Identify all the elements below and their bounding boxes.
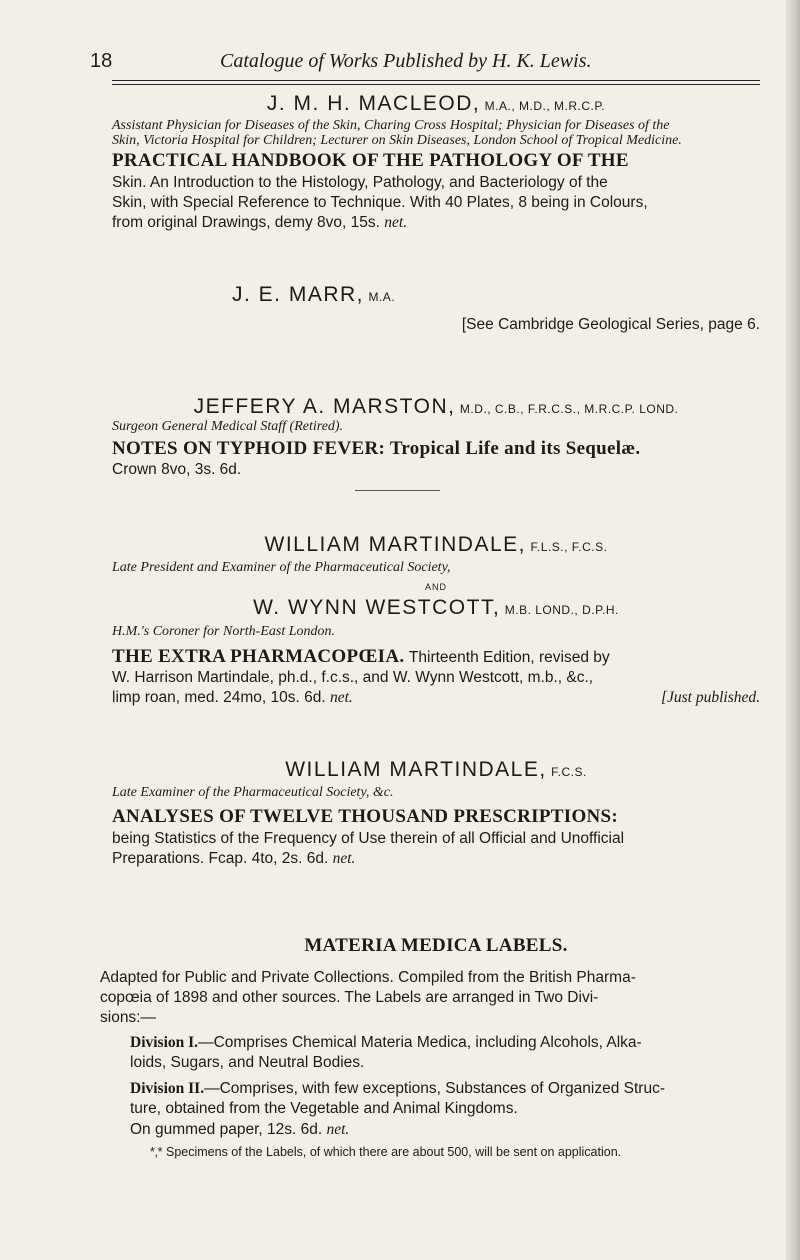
author-degrees: M.B. LOND., D.P.H.	[504, 603, 619, 617]
affiliation-line: Skin, Victoria Hospital for Children; Lecturer on Skin Diseases, London School of Tropical Medicine.	[112, 133, 682, 148]
author-degrees: F.C.S.	[551, 765, 587, 779]
marston-affiliation: Surgeon General Medical Staff (Retired).	[112, 419, 344, 434]
extra-pharmacopoeia-title-line	[112, 646, 760, 668]
division-one: Division I.—Comprises Chemical Materia Medica, including Alcohols, Alka- loids, Sugars, and Neutral Bodies.	[130, 1034, 642, 1071]
division-two: Division II.—Comprises, with few exceptions, Substances of Organized Struc- ture, obtained from the Vegetable and Animal Kingdoms.	[130, 1080, 665, 1117]
labels-footnote: *‚* Specimens of the Labels, of which there are about 500, will be sent on application.	[150, 1145, 622, 1159]
analyses-book-title: ANALYSES OF TWELVE THOUSAND PRESCRIPTIONS:	[112, 806, 619, 827]
affiliation-line: Assistant Physician for Diseases of the Skin, Charing Cross Hospital; Physician for Diseases of the	[112, 118, 670, 133]
description-line: Preparations. Fcap. 4to, 2s. 6d. net.	[112, 850, 356, 867]
division-label: Division I.	[130, 1034, 199, 1051]
description-line: from original Drawings, demy 8vo, 15s. net.	[112, 214, 408, 231]
description-line: Adapted for Public and Private Collections. Compiled from the British Pharma-	[100, 969, 636, 986]
divider	[355, 490, 440, 491]
extra-pharmacopoeia-description	[112, 668, 760, 708]
author-degrees: M.D., C.B., F.R.C.S., M.R.C.P. LOND.	[459, 402, 679, 416]
martindale-affiliation: Late President and Examiner of the Pharmaceutical Society,	[112, 560, 451, 575]
page-edge	[786, 0, 800, 1260]
division-label: Division II.	[130, 1080, 205, 1097]
header-rule	[112, 80, 760, 81]
analyses-description	[112, 829, 760, 869]
macleod-affiliation	[112, 118, 760, 148]
book-edition: Thirteenth Edition, revised by	[408, 649, 610, 666]
author-name: WILLIAM MARTINDALE,	[264, 533, 526, 556]
martindale-analyses-author-line	[112, 758, 760, 782]
author-name: J. M. H. MACLEOD,	[266, 92, 481, 115]
page-number: 18	[90, 50, 113, 72]
macleod-author-line	[112, 92, 760, 116]
description-line: Skin, with Special Reference to Technique. With 40 Plates, 8 being in Colours,	[112, 194, 648, 211]
labels-title: MATERIA MEDICA LABELS.	[304, 935, 568, 956]
labels-price: On gummed paper, 12s. 6d. net.	[130, 1121, 350, 1138]
publication-note: [Just published.	[660, 689, 760, 706]
martindale-analyses-affiliation: Late Examiner of the Pharmaceutical Society, &c.	[112, 785, 394, 800]
macleod-description	[112, 173, 760, 233]
author-degrees: M.A.	[368, 290, 396, 304]
header-rule-thin	[112, 84, 760, 85]
description-line: sions:—	[100, 1009, 156, 1026]
running-title: Catalogue of Works Published by H. K. Lewis.	[220, 50, 592, 72]
author-degrees: F.L.S., F.C.S.	[530, 540, 608, 554]
author-name: J. E. MARR,	[232, 283, 365, 306]
author-name: JEFFERY A. MARSTON,	[193, 395, 456, 418]
marston-description: Crown 8vo, 3s. 6d.	[112, 461, 242, 478]
marr-author-line	[232, 283, 632, 307]
book-title: THE EXTRA PHARMACOPŒIA.	[112, 646, 405, 667]
macleod-book-title: PRACTICAL HANDBOOK OF THE PATHOLOGY OF THE	[112, 150, 629, 171]
martindale-author-line	[112, 533, 760, 557]
westcott-affiliation: H.M.'s Coroner for North-East London.	[112, 624, 335, 639]
author-name: WILLIAM MARTINDALE,	[285, 758, 547, 781]
and-connector: AND	[424, 582, 447, 592]
marston-author-line	[112, 395, 760, 419]
labels-description	[100, 968, 760, 1028]
marr-cross-reference: [See Cambridge Geological Series, page 6.	[461, 316, 760, 333]
description-line: being Statistics of the Frequency of Use therein of all Official and Unofficial	[112, 830, 625, 847]
description-line: copœia of 1898 and other sources. The Labels are arranged in Two Divi-	[100, 989, 599, 1006]
description-line: Skin. An Introduction to the Histology, Pathology, and Bacteriology of the	[112, 174, 608, 191]
author-degrees: M.A., M.D., M.R.C.P.	[484, 99, 606, 113]
page-header	[90, 46, 770, 76]
author-name: W. WYNN WESTCOTT,	[253, 596, 501, 619]
marston-book-title: NOTES ON TYPHOID FEVER: Tropical Life and its Sequelæ.	[112, 438, 641, 459]
description-line: limp roan, med. 24mo, 10s. 6d. net. [Just published.	[112, 689, 760, 706]
westcott-author-line	[112, 596, 760, 620]
description-line: W. Harrison Martindale, ph.d., f.c.s., and W. Wynn Westcott, m.b., &c.,	[112, 669, 594, 686]
